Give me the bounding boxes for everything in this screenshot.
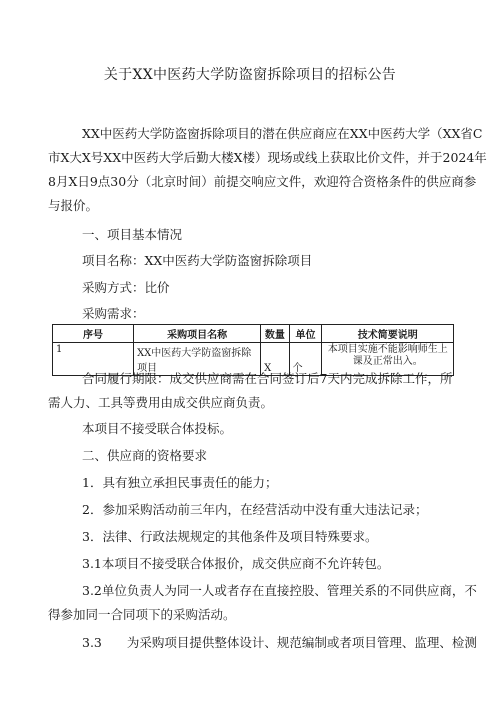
cell-unit: 个 — [289, 343, 322, 376]
cell-name: XX中医药大学防盗窗拆除项目 — [134, 343, 261, 376]
cell-desc: 本项目实施不能影响师生上课及正常出入。 — [322, 343, 454, 376]
document-title: 关于XX中医药大学防盗窗拆除项目的招标公告 — [103, 67, 397, 83]
no-consortium-note: 本项目不接受联合体投标。 — [82, 421, 233, 436]
requirement-3-3: 3.3 为采购项目提供整体设计、规范编制或者项目管理、监理、检测 — [82, 635, 477, 650]
header-qty: 数量 — [261, 325, 289, 343]
section-heading-qualification: 二、供应商的资格要求 — [82, 448, 208, 463]
requirement-3-2-line-1: 3.2单位负责人为同一人或者存在直接控股、管理关系的不同供应商，不 — [82, 583, 477, 598]
requirement-3-2-line-2: 得参加同一合同项下的采购活动。 — [48, 607, 236, 622]
intro-line-4: 与报价。 — [48, 198, 99, 213]
contract-line-2: 需人力、工具等费用由成交供应商负责。 — [48, 395, 274, 410]
cell-qty: X — [261, 343, 289, 376]
section-heading-basic: 一、项目基本情况 — [82, 227, 183, 242]
intro-line-3: 8月X日9点30分（北京时间）前提交响应文件，欢迎符合资格条件的供应商参 — [48, 174, 477, 189]
purchase-method: 采购方式：比价 — [82, 280, 170, 295]
header-unit: 单位 — [289, 325, 322, 343]
purchase-need-label: 采购需求： — [82, 306, 145, 321]
requirement-1: 1．具有独立承担民事责任的能力； — [82, 475, 278, 490]
cell-sn: 1 — [53, 343, 134, 376]
requirement-3: 3．法律、行政法规规定的其他条件及项目特殊要求。 — [82, 529, 378, 544]
requirement-2: 2．参加采购活动前三年内，在经营活动中没有重大违法记录； — [82, 502, 428, 517]
project-name: 项目名称：XX中医药大学防盗窗拆除项目 — [82, 253, 313, 268]
requirement-3-1: 3.1本项目不接受联合体报价，成交供应商不允许转包。 — [82, 556, 390, 571]
intro-line-2: 市X大X号XX中医药大学后勤大楼X楼）现场或线上获取比价文件，并于2024年 — [48, 150, 487, 165]
intro-line-1: XX中医药大学防盗窗拆除项目的潜在供应商应在XX中医药大学（XX省C — [82, 126, 483, 141]
header-sn: 序号 — [53, 325, 134, 343]
table-header-row — [53, 325, 454, 343]
header-name: 采购项目名称 — [134, 325, 261, 343]
header-desc: 技术简要说明 — [322, 325, 454, 343]
contract-line-1: 合同履行期限：成交供应商需在合同签订后7天内完成拆除工作，所 — [82, 371, 453, 386]
